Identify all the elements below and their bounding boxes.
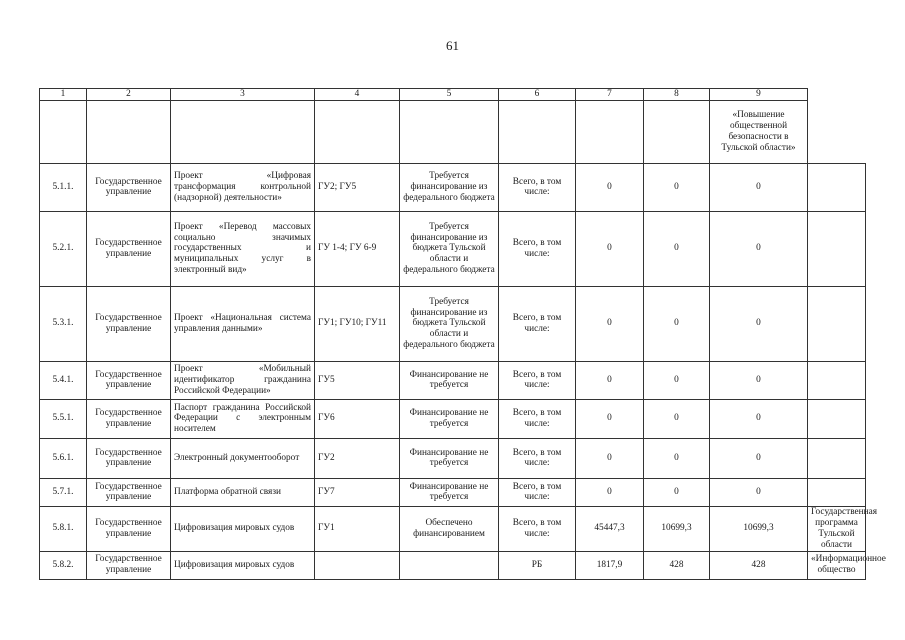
row-number: 5.8.1. xyxy=(40,506,87,551)
value-col7: 0 xyxy=(644,438,710,478)
value-col8: 0 xyxy=(710,211,808,286)
goal-cell: «Повышение общественной безопасности в Тульской области» xyxy=(710,100,808,163)
source-cell: Всего, в том числе: xyxy=(499,506,576,551)
table-row xyxy=(40,286,866,361)
financing-cell: Требуется финансирование из бюджета Тульской области и федерального бюджета xyxy=(400,286,499,361)
area-cell: Государственное управление xyxy=(87,211,171,286)
col-header-3: 3 xyxy=(171,89,315,101)
project-cell: Цифровизация мировых судов xyxy=(171,506,315,551)
value-col6: 0 xyxy=(576,211,644,286)
financing-cell: Обеспечено финансированием xyxy=(400,506,499,551)
value-col8: 0 xyxy=(710,478,808,506)
col-header-6: 6 xyxy=(499,89,576,101)
value-col6: 0 xyxy=(576,478,644,506)
project-cell: Паспорт гражданина Российской Федерации с электронным носителем xyxy=(171,399,315,438)
area-cell: Государственное управление xyxy=(87,551,171,579)
area-cell: Государственное управление xyxy=(87,399,171,438)
source-cell: Всего, в том числе: xyxy=(499,361,576,399)
col-header-5: 5 xyxy=(400,89,499,101)
area-cell: Государственное управление xyxy=(87,438,171,478)
code-cell: ГУ5 xyxy=(315,361,400,399)
value-col6: 0 xyxy=(576,361,644,399)
row-number: 5.3.1. xyxy=(40,286,87,361)
note-cell xyxy=(808,286,866,361)
value-col7: 0 xyxy=(644,399,710,438)
value-col7: 0 xyxy=(644,163,710,211)
table-row xyxy=(40,438,866,478)
value-col7: 428 xyxy=(644,551,710,579)
program-table xyxy=(39,88,886,580)
note-cell xyxy=(808,478,866,506)
financing-cell: Финансирование не требуется xyxy=(400,399,499,438)
financing-cell: Финансирование не требуется xyxy=(400,361,499,399)
table-row xyxy=(40,361,866,399)
project-cell: Цифровизация мировых судов xyxy=(171,551,315,579)
value-col6: 1817,9 xyxy=(576,551,644,579)
header-row xyxy=(40,89,866,101)
value-col7: 10699,3 xyxy=(644,506,710,551)
code-cell: ГУ 1-4; ГУ 6-9 xyxy=(315,211,400,286)
source-cell: Всего, в том числе: xyxy=(499,211,576,286)
note-cell: Государственная программа Тульской области xyxy=(808,506,866,551)
project-cell: Проект «Мобильный идентификатор гражданина Российской Федерации» xyxy=(171,361,315,399)
source-cell: Всего, в том числе: xyxy=(499,399,576,438)
value-col7: 0 xyxy=(644,286,710,361)
area-cell: Государственное управление xyxy=(87,286,171,361)
value-col6: 0 xyxy=(576,438,644,478)
source-cell: Всего, в том числе: xyxy=(499,286,576,361)
row-number: 5.7.1. xyxy=(40,478,87,506)
note-cell: «Информационное общество xyxy=(808,551,866,579)
note-cell xyxy=(808,399,866,438)
note-cell xyxy=(808,361,866,399)
note-cell xyxy=(808,211,866,286)
row-number: 5.6.1. xyxy=(40,438,87,478)
col-header-1: 1 xyxy=(40,89,87,101)
col-header-9: 9 xyxy=(710,89,808,101)
code-cell: ГУ2; ГУ5 xyxy=(315,163,400,211)
source-cell: РБ xyxy=(499,551,576,579)
col-header-8: 8 xyxy=(644,89,710,101)
project-cell: Электронный документооборот xyxy=(171,438,315,478)
value-col6: 0 xyxy=(576,163,644,211)
value-col8: 0 xyxy=(710,438,808,478)
row-number: 5.4.1. xyxy=(40,361,87,399)
col-header-4: 4 xyxy=(315,89,400,101)
code-cell: ГУ6 xyxy=(315,399,400,438)
financing-cell xyxy=(400,551,499,579)
project-cell: Платформа обратной связи xyxy=(171,478,315,506)
row-number: 5.8.2. xyxy=(40,551,87,579)
area-cell: Государственное управление xyxy=(87,361,171,399)
table-row xyxy=(40,478,866,506)
value-col8: 0 xyxy=(710,286,808,361)
table-row xyxy=(40,163,866,211)
note-cell xyxy=(808,438,866,478)
financing-cell: Финансирование не требуется xyxy=(400,438,499,478)
row-number: 5.1.1. xyxy=(40,163,87,211)
code-cell: ГУ1 xyxy=(315,506,400,551)
financing-cell: Финансирование не требуется xyxy=(400,478,499,506)
table-row xyxy=(40,211,866,286)
value-col7: 0 xyxy=(644,211,710,286)
value-col6: 0 xyxy=(576,399,644,438)
value-col7: 0 xyxy=(644,361,710,399)
financing-cell: Требуется финансирование из бюджета Тульской области и федерального бюджета xyxy=(400,211,499,286)
col-header-7: 7 xyxy=(576,89,644,101)
table-row xyxy=(40,551,866,579)
project-cell: Проект «Национальная система управления данными» xyxy=(171,286,315,361)
project-cell: Проект «Цифровая трансформация контрольной (надзорной) деятельности» xyxy=(171,163,315,211)
area-cell: Государственное управление xyxy=(87,478,171,506)
row-number: 5.2.1. xyxy=(40,211,87,286)
table-row xyxy=(40,399,866,438)
value-col7: 0 xyxy=(644,478,710,506)
source-cell: Всего, в том числе: xyxy=(499,438,576,478)
row-number: 5.5.1. xyxy=(40,399,87,438)
value-col8: 0 xyxy=(710,399,808,438)
area-cell: Государственное управление xyxy=(87,506,171,551)
code-cell: ГУ2 xyxy=(315,438,400,478)
value-col8: 0 xyxy=(710,163,808,211)
value-col6: 0 xyxy=(576,286,644,361)
project-cell: Проект «Перевод массовых социально значимых государственных и муниципальных услуг в электронный вид» xyxy=(171,211,315,286)
value-col8: 10699,3 xyxy=(710,506,808,551)
source-cell: Всего, в том числе: xyxy=(499,478,576,506)
page-number: 61 xyxy=(446,38,459,53)
value-col8: 0 xyxy=(710,361,808,399)
value-col6: 45447,3 xyxy=(576,506,644,551)
source-cell: Всего, в том числе: xyxy=(499,163,576,211)
value-col8: 428 xyxy=(710,551,808,579)
note-cell xyxy=(808,163,866,211)
code-cell xyxy=(315,551,400,579)
financing-cell: Требуется финансирование из федерального бюджета xyxy=(400,163,499,211)
area-cell: Государственное управление xyxy=(87,163,171,211)
code-cell: ГУ7 xyxy=(315,478,400,506)
goal-row xyxy=(40,100,866,163)
table-row xyxy=(40,506,866,551)
table-body xyxy=(40,163,886,579)
col-header-2: 2 xyxy=(87,89,171,101)
code-cell: ГУ1; ГУ10; ГУ11 xyxy=(315,286,400,361)
